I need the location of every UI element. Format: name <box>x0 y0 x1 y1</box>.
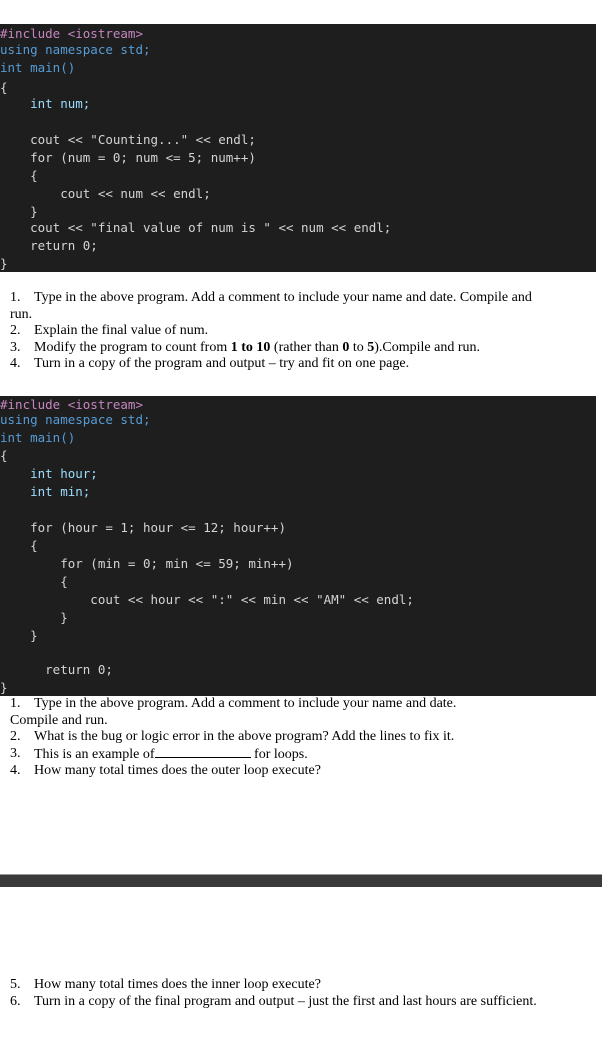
code-line: #include <iostream> <box>0 397 143 412</box>
code-line: cout << "final value of num is " << num << endl; <box>0 220 392 235</box>
code-line: } <box>0 204 38 219</box>
list-item: 6. Turn in a copy of the final program and output – just the first and last hours are sufficient. <box>10 993 537 1009</box>
code-line: for (num = 0; num <= 5; num++) <box>0 150 256 165</box>
code-line: } <box>0 610 68 625</box>
list-item: 4. Turn in a copy of the program and output – try and fit on one page. <box>10 356 410 371</box>
code-line: cout << "Counting..." << endl; <box>0 132 256 147</box>
code-line: return 0; <box>0 238 98 253</box>
code-line: { <box>0 538 38 553</box>
list-item: 2. What is the bug or logic error in the above program? Add the lines to fix it. <box>10 729 455 744</box>
code-line: return 0; <box>0 662 113 677</box>
code-line: using namespace std; <box>0 42 151 57</box>
list-item-continuation: Compile and run. <box>10 712 108 728</box>
code-line: int main() <box>0 60 76 75</box>
question-list-1 <box>10 290 596 373</box>
code-block-clock <box>0 396 596 696</box>
list-item: 4. How many total times does the outer loop execute? <box>10 763 321 778</box>
page-break-divider <box>0 874 602 887</box>
code-line: int main() <box>0 430 76 445</box>
list-item: 2. Explain the final value of num. <box>10 323 209 338</box>
code-line: int hour; <box>0 466 98 481</box>
list-item-continuation: run. <box>10 306 33 322</box>
code-line: { <box>0 448 8 463</box>
code-line: { <box>0 80 8 95</box>
list-item: 3. This is an example of for loops. <box>10 745 308 762</box>
code-block-counting <box>0 24 596 272</box>
code-line: for (min = 0; min <= 59; min++) <box>0 556 294 571</box>
code-line: } <box>0 680 8 695</box>
question-list-2 <box>10 696 596 780</box>
list-item: 3. Modify the program to count from 1 to 10 (rather than 0 to 5).Compile and run. <box>10 339 480 355</box>
code-line: { <box>0 168 38 183</box>
code-line: } <box>0 256 8 271</box>
code-line: int min; <box>0 484 91 499</box>
code-line: { <box>0 574 68 589</box>
code-line: for (hour = 1; hour <= 12; hour++) <box>0 520 286 535</box>
code-line: cout << hour << ":" << min << "AM" << endl; <box>0 592 414 607</box>
list-item: 5. How many total times does the inner loop execute? <box>10 977 321 992</box>
list-item: 1. Type in the above program. Add a comment to include your name and date. Compile and <box>10 290 532 305</box>
code-line: cout << num << endl; <box>0 186 211 201</box>
list-item: 1. Type in the above program. Add a comment to include your name and date. <box>10 696 457 711</box>
code-line: #include <iostream> <box>0 26 143 41</box>
question-list-3 <box>10 977 596 1010</box>
code-line: } <box>0 628 38 643</box>
code-line: using namespace std; <box>0 412 151 427</box>
fill-in-blank <box>155 746 251 758</box>
code-line: int num; <box>0 96 91 111</box>
